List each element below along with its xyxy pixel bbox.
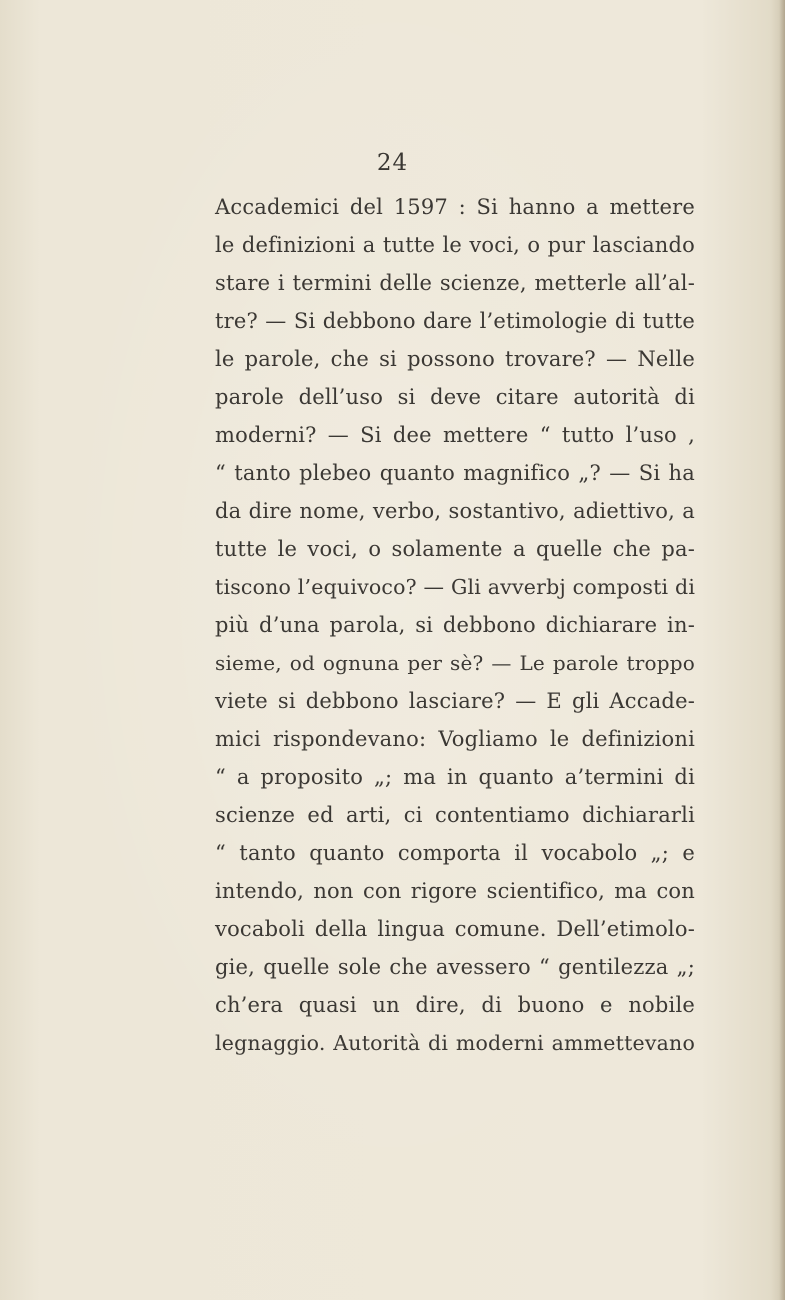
text-line: gie, quelle sole che avessero “ gentilezza „; <box>215 955 695 979</box>
text-line: “ tanto quanto comporta il vocabolo „; e <box>215 841 695 865</box>
text-line: mici rispondevano: Vogliamo le definizioni <box>215 727 695 751</box>
text-line: intendo, non con rigore scientifico, ma con <box>215 879 695 903</box>
text-line: scienze ed arti, ci contentiamo dichiararli <box>215 803 695 827</box>
text-line: tre? — Si debbono dare l’etimologie di tutte <box>215 309 695 333</box>
text-line: le definizioni a tutte le voci, o pur lasciando <box>215 233 695 257</box>
text-line: tutte le voci, o solamente a quelle che pa- <box>215 537 695 561</box>
text-line: moderni? — Si dee mettere “ tutto l’uso , <box>215 423 695 447</box>
text-line: da dire nome, verbo, sostantivo, adiettivo, a <box>215 499 695 523</box>
text-line: tiscono l’equivoco? — Gli avverbj composti di <box>215 575 696 599</box>
text-line: le parole, che si possono trovare? — Nelle <box>215 347 695 371</box>
text-line: parole dell’uso si deve citare autorità di <box>215 385 695 409</box>
text-line: sieme, od ognuna per sè? — Le parole troppo <box>215 651 695 675</box>
text-line: viete si debbono lasciare? — E gli Accade- <box>215 689 695 713</box>
text-line: ch’era quasi un dire, di buono e nobile <box>215 993 695 1017</box>
page-number: 24 <box>376 150 409 176</box>
body-text <box>215 188 695 1062</box>
page-edge-shadow <box>779 0 785 1300</box>
text-line: vocaboli della lingua comune. Dell’etimolo- <box>215 917 695 941</box>
text-line: più d’una parola, si debbono dichiarare in- <box>215 613 695 637</box>
text-line: “ tanto plebeo quanto magnifico „? — Si ha <box>215 461 695 485</box>
text-line: legnaggio. Autorità di moderni ammettevano <box>215 1031 695 1055</box>
text-line: stare i termini delle scienze, metterle all’al- <box>215 271 695 295</box>
text-line: Accademici del 1597 : Si hanno a mettere <box>215 195 695 219</box>
text-line: “ a proposito „; ma in quanto a’termini di <box>215 765 695 789</box>
